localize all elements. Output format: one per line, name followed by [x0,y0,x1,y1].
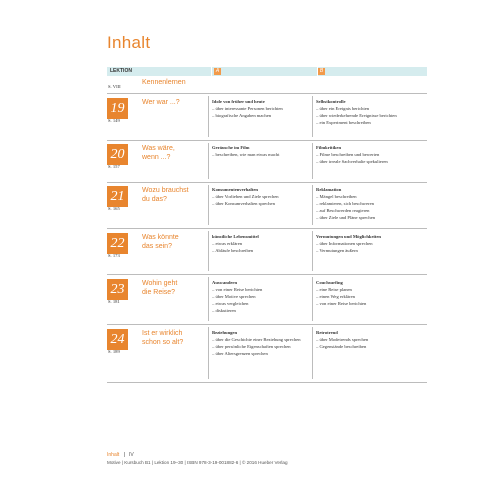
column-item: – etwas erklären [212,241,243,246]
column-item: – von einer Reise berichten [316,301,367,306]
lesson-title [142,233,202,251]
lesson-title [142,329,202,347]
lesson-page: S. 173 [108,253,120,258]
column-heading: Selbstkontrolle [316,99,346,104]
lesson-column-b [316,329,421,350]
column-heading: künstliche Lebensmittel [212,234,259,239]
column-item: – über Motive sprechen [212,294,256,299]
lesson-title-line: Ist er wirklich [142,330,183,337]
lesson-column-b [316,233,421,254]
row-divider [107,274,427,275]
column-item: – Gegenstände beschreiben [316,344,367,349]
column-item: – über Ziele und Pläne sprechen [316,215,376,220]
column-divider [208,185,209,225]
lesson-title [142,186,202,204]
column-heading: Retrotrend [316,330,338,335]
column-heading: Beziehungen [212,330,238,335]
column-divider [208,327,209,379]
lesson-title-line: Was wäre, [142,145,175,152]
row-divider [107,182,427,183]
column-item: – über Vorlieben und Ziele sprechen [212,194,279,199]
column-divider [208,277,209,321]
lesson-column-b [316,279,421,307]
footer-divider [124,452,125,457]
lesson-column-b [316,98,421,126]
page-title: Inhalt [107,33,151,52]
column-divider [208,96,209,137]
lesson-column-a [212,329,317,357]
header-col-a-badge: A [215,68,220,74]
column-item: – biografische Angaben machen [212,113,272,118]
lesson-page: S. 149 [108,118,120,123]
column-item: – über Altersgrenzen sprechen [212,351,268,356]
column-item: – Mängel beschreiben [316,194,357,199]
column-item: – Vermutungen äußern [316,248,358,253]
header-lektion: LEKTION [110,68,132,74]
row-divider [107,382,427,383]
lesson-title [142,279,202,297]
column-divider [208,231,209,271]
row-divider [107,93,427,94]
lesson-title-line: schon so alt? [142,339,184,346]
lesson-column-a [212,279,317,314]
intro-title: Kennenlernen [142,79,186,86]
column-heading: Vermutungen und Möglichkeiten [316,234,381,239]
column-item: – von einer Reise berichten [212,287,263,292]
column-item: – eine Reise planen [316,287,352,292]
column-item: – etwas vergleichen [212,301,249,306]
lesson-title-line: Wohin geht [142,280,178,287]
column-item: – über die Geschichte einer Beziehung sprechen [212,337,301,342]
lesson-number-badge: 20 [107,144,128,165]
lesson-title-line: Wer war ...? [142,99,180,106]
column-item: – über wiederkehrende Ereignisse berichten [316,113,397,118]
column-item: – Abläufe beschreiben [212,248,254,253]
column-item: – einen Weg erklären [316,294,355,299]
column-item: – auf Beschwerden reagieren [316,208,370,213]
column-divider [208,143,209,179]
lesson-column-b [316,186,421,221]
footer [107,452,134,458]
column-item: – beschreiben, wie man etwas macht [212,152,280,157]
column-item: – über Konsumverhalten sprechen [212,201,275,206]
row-divider [107,324,427,325]
lesson-column-a [212,144,317,158]
lesson-title-line: die Reise? [142,289,176,296]
column-item: – über ein Ereignis berichten [316,106,370,111]
lesson-number-badge: 23 [107,279,128,300]
column-item: – über irreale Sachverhalte spekulieren [316,159,388,164]
lesson-title [142,144,202,162]
column-heading: Filmkritiken [316,145,342,150]
column-heading: Idole von früher und heute [212,99,265,104]
row-divider [107,228,427,229]
column-heading: Couchsurfing [316,280,343,285]
lesson-page: S. 157 [108,164,120,169]
column-item: – über Informationen sprechen [316,241,373,246]
column-heading: Geräusche im Film [212,145,250,150]
lesson-number-badge: 21 [107,186,128,207]
lesson-column-b [316,144,421,165]
lesson-number-badge: 22 [107,233,128,254]
lesson-column-a [212,98,317,119]
lesson-title-line: Wozu brauchst [142,187,189,194]
column-item: – über interessante Personen berichten [212,106,283,111]
lesson-title-line: wenn ...? [142,154,171,161]
column-item: – über persönliche Eigenschaften sprechen [212,344,291,349]
lesson-column-a [212,233,317,254]
intro-row [107,79,427,93]
footer-label: Inhalt [107,452,120,458]
lesson-title-line: du das? [142,196,167,203]
lesson-column-a [212,186,317,207]
column-heading: Reklamation [316,187,342,192]
lesson-number-badge: 24 [107,329,128,350]
header-divider [211,67,212,76]
column-item: – diskutieren [212,308,236,313]
footer-page: IV [129,452,134,458]
lesson-number-badge: 19 [107,98,128,119]
lesson-title-line: Was könnte [142,234,179,241]
column-item: – über Modetrends sprechen [316,337,369,342]
lesson-page: S. 165 [108,206,120,211]
column-heading: Auswandern [212,280,238,285]
column-item: – reklamieren, sich beschweren [316,201,374,206]
row-divider [107,140,427,141]
lesson-title-line: das sein? [142,243,172,250]
column-item: – Filme beschreiben und bewerten [316,152,380,157]
intro-page: S. VIII [108,84,121,89]
lesson-page: S. 181 [108,299,120,304]
table-header [107,67,427,76]
column-item: – ein Experiment beschreiben [316,120,371,125]
credit-line: Motive | Kursbuch B1 | Lektion 19–30 | ISBN 978-3-19-001882-6 | © 2016 Hueber Verlag [107,460,288,465]
lesson-page: S. 189 [108,349,120,354]
header-col-b-badge: B [319,68,324,74]
column-heading: Konsumentenverhalten [212,187,258,192]
lesson-title [142,98,202,107]
